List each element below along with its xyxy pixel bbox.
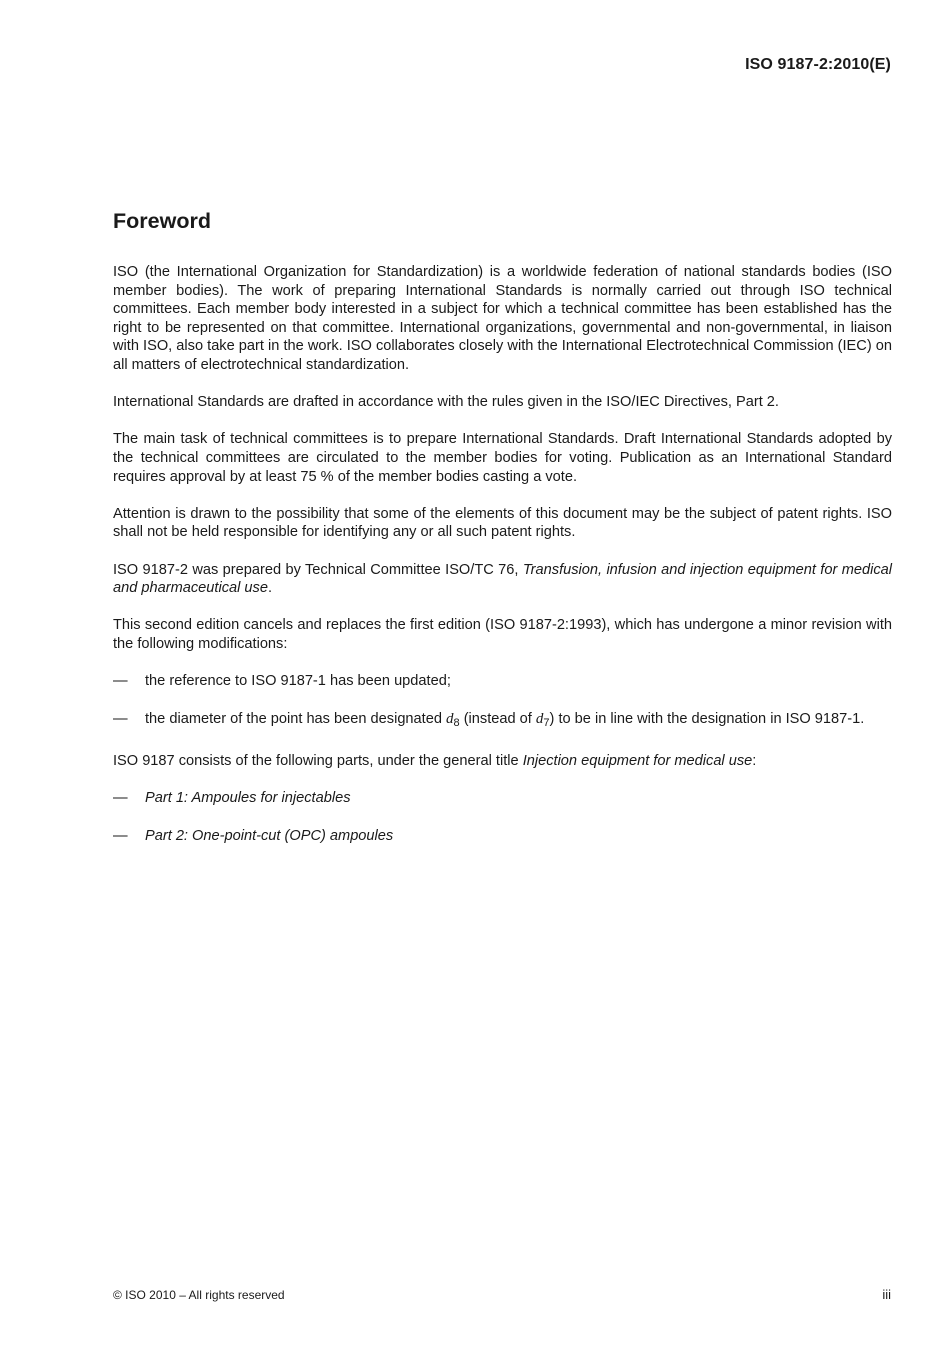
prepared-by-text: ISO 9187-2 was prepared by Technical Committee ISO/TC 76, xyxy=(113,561,523,578)
parts-intro-text: ISO 9187 consists of the following parts, under the general title xyxy=(113,753,523,770)
math-var: d xyxy=(535,711,544,728)
committee-title: Transfusion, infusion and injection equipment for medical and pharmaceutical use xyxy=(113,561,892,597)
prepared-by-end: . xyxy=(267,580,273,597)
paragraph-patent-rights: Attention is drawn to the possibility that some of the elements of this document may be the subject of patent rights. ISO shall not be held responsible for identifying any or all such patent rights. xyxy=(113,505,892,541)
math-var: d xyxy=(446,711,454,728)
math-variable-d7 xyxy=(535,711,550,730)
list-item-modification-2 xyxy=(113,710,892,733)
modification-text: (instead of xyxy=(459,711,536,728)
paragraph-second-edition: This second edition cancels and replaces the first edition (ISO 9187-2:1993), which has undergone a minor revision with the following modifications: xyxy=(113,617,892,652)
paragraph-iso-intro: ISO (the International Organization for Standardization) is a worldwide federation of national standards bodies (ISO member bodies). The work of preparing International Standards is normally carried out through ISO technical committees. Each member body interested in a subject for which a technical committee has been established has the right to be represented on that committee. International organizations, governmental and non-governmental, in liaison with ISO, also take part in the work. ISO collaborates closely with the International Electrotechnical Commission (IEC) on all matters of electrotechnical standardization. xyxy=(113,264,892,373)
modification-text: ) to be in line with the designation in ISO 9187-1. xyxy=(549,711,865,728)
parts-intro-end: : xyxy=(752,753,757,770)
general-title: Injection equipment for medical use xyxy=(522,753,753,770)
footer-page-number: iii xyxy=(882,1287,891,1302)
page-title: Foreword xyxy=(113,209,211,233)
modification-text: the diameter of the point has been designated xyxy=(145,711,447,728)
list-item-part-2 xyxy=(113,827,892,846)
modification-text: the reference to ISO 9187-1 has been updated; xyxy=(145,673,451,690)
paragraph-parts-intro xyxy=(113,752,892,771)
math-subscript: 7 xyxy=(543,717,550,730)
math-variable-d8 xyxy=(446,711,460,730)
footer-copyright: © ISO 2010 – All rights reserved xyxy=(113,1288,285,1302)
paragraph-directives: International Standards are drafted in accordance with the rules given in the ISO/IEC Directives, Part 2. xyxy=(113,394,779,411)
paragraph-prepared-by xyxy=(113,561,892,598)
part-title: Part 2: One-point-cut (OPC) ampoules xyxy=(145,828,394,845)
dash-bullet: — xyxy=(113,790,128,807)
dash-bullet: — xyxy=(113,673,128,690)
dash-bullet: — xyxy=(113,828,128,845)
document-id: ISO 9187-2:2010(E) xyxy=(745,56,891,73)
foreword-section xyxy=(113,206,892,865)
math-subscript: 8 xyxy=(453,717,460,730)
list-item-part-1 xyxy=(113,789,892,808)
list-item-modification-1 xyxy=(113,672,892,691)
part-title: Part 1: Ampoules for injectables xyxy=(145,790,351,807)
paragraph-main-task: The main task of technical committees is to prepare International Standards. Draft International Standards adopted by the technical committees are circulated to the member bodies for voting. Publication as an International Standard requires approval by at least 75 % of the member bodies casting a vote. xyxy=(113,431,892,485)
dash-bullet: — xyxy=(113,711,128,728)
